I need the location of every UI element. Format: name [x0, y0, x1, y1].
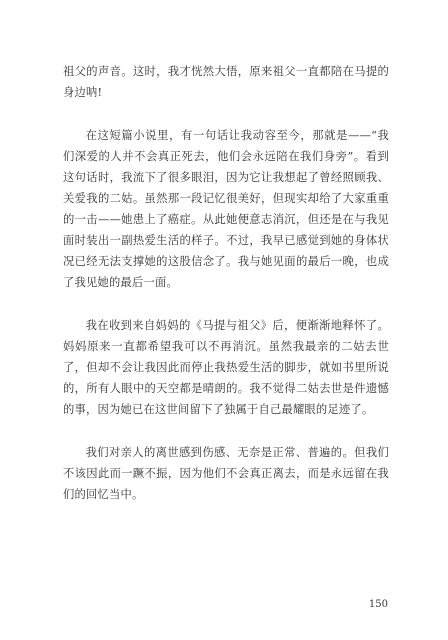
paragraph-conclusion: 我们对亲人的离世感到伤感、无奈是正常、普遍的。但我们不该因此而一蹶不振，因为他们不会真正离去，而是永远留在我们的回忆当中。	[63, 446, 389, 501]
body-text	[63, 61, 389, 527]
paragraph-quote-and-aunt: 在这短篇小说里，有一句话让我动容至今，那就是——“我们深爱的人并不会真正死去，他们会永远陪在我们身旁”。看到这句话时，我流下了很多眼泪，因为它让我想起了曾经照顾我、关爱我的二姑。虽然那一段记忆很美好，但现实却给了大家重重的一击——她患上了癌症。从此她便意志消沉，但还是在与我见面时装出一副热爱生活的样子。不过，我早已感觉到她的身体状况已经无法支撑她的这股信念了。我与她见面的最后一晚，也成了我见她的最后一面。	[63, 129, 389, 289]
page-number: 150	[368, 599, 388, 610]
paragraph-letting-go: 我在收到来自妈妈的《马提与祖父》后，便渐渐地释怀了。妈妈原来一直都希望我可以不再消沉。虽然我最亲的二姑去世了，但却不会让我因此而停止我热爱生活的脚步，就如书里所说的，所有人眼中的天空都是晴朗的。我不觉得二姑去世是件遗憾的事，因为她已在这世间留下了独属于自己最耀眼的足迹了。	[63, 319, 389, 416]
paragraph-continuation: 祖父的声音。这时，我才恍然大悟，原来祖父一直都陪在马提的身边呐!	[63, 65, 389, 99]
